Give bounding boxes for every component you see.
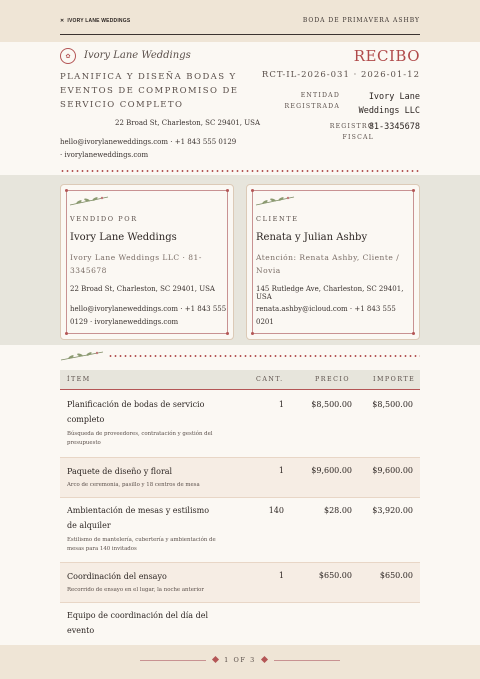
- corner-ornament: [226, 189, 229, 192]
- col-header-price: PRECIO: [315, 376, 351, 383]
- client-name: Renata y Julian Ashby: [256, 232, 368, 243]
- company-logo-name: Ivory Lane Weddings: [84, 50, 191, 61]
- corner-ornament: [412, 332, 415, 335]
- company-tagline: PLANIFICA Y DISEÑA BODAS Y EVENTOS DE COMPROMISO DE SERVICIO COMPLETO: [60, 72, 239, 110]
- company-contact: hello@ivorylaneweddings.com · +1 843 555 0129 · ivorylaneweddings.com: [60, 138, 237, 159]
- corner-ornament: [65, 332, 68, 335]
- page-footer: [0, 645, 480, 679]
- client-address: 145 Rutledge Ave, Charleston, SC 29401, USA: [256, 285, 404, 301]
- document-context: BODA DE PRIMAVERA ASHBY: [302, 17, 420, 24]
- entity-value: Ivory Lane Weddings LLC: [358, 92, 420, 116]
- col-header-item: ÍTEM: [67, 376, 91, 383]
- client-card: [246, 184, 420, 340]
- tax-value: 81-3345678: [368, 122, 420, 132]
- close-icon: ✕: [60, 18, 65, 24]
- page-indicator: 1 OF 3: [224, 656, 256, 664]
- footer-rule-right: [274, 660, 340, 661]
- table-row: [60, 603, 420, 645]
- items-divider: [108, 355, 420, 357]
- seller-contact: hello@ivorylaneweddings.com · +1 843 555 0129 · ivorylaneweddings.com: [70, 305, 227, 326]
- item-amount: $8,500.00: [372, 400, 413, 409]
- table-row: [60, 391, 420, 458]
- col-header-amount: IMPORTE: [373, 376, 416, 383]
- brand-name: IVORY LANE WEDDINGS: [67, 18, 131, 24]
- entity-label: ENTIDAD REGISTRADA: [284, 92, 340, 110]
- document-title: RECIBO: [353, 47, 420, 65]
- table-header: [60, 370, 420, 390]
- corner-ornament: [251, 189, 254, 192]
- seller-card: [60, 184, 234, 340]
- top-bar: [0, 0, 480, 42]
- corner-ornament: [251, 332, 254, 335]
- corner-ornament: [65, 189, 68, 192]
- item-name: Coordinación del ensayo: [67, 572, 167, 581]
- company-address: 22 Broad St, Charleston, SC 29401, USA: [115, 119, 260, 127]
- item-amount: $9,600.00: [372, 466, 413, 475]
- item-price: $650.00: [318, 571, 352, 580]
- tax-label: REGISTRO FISCAL: [329, 123, 374, 141]
- col-header-qty: CANT.: [256, 376, 284, 383]
- item-description: Arco de ceremonia, pasillo y 18 centros de mesa: [67, 482, 200, 488]
- item-qty: 140: [268, 506, 284, 515]
- document-number-date: RCT-IL-2026-031 · 2026-01-12: [261, 70, 420, 80]
- item-price: $9,600.00: [311, 466, 352, 475]
- leaf-sprig-icon: [60, 350, 104, 362]
- seller-entity: Ivory Lane Weddings LLC · 81-3345678: [70, 253, 202, 275]
- top-rule: [60, 34, 420, 35]
- seller-label: VENDIDO POR: [70, 215, 138, 223]
- brand-mark: [60, 18, 130, 24]
- table-row: [60, 458, 420, 498]
- corner-ornament: [226, 332, 229, 335]
- item-qty: 1: [278, 466, 284, 475]
- item-qty: 1: [278, 571, 284, 580]
- item-description: Estilismo de mantelería, cubertería y ambientación de mesas para 140 invitados: [67, 537, 216, 552]
- leaf-sprig-icon: [69, 195, 109, 207]
- item-description: Recorrido de ensayo en el lugar, la noche anterior: [67, 587, 205, 593]
- item-amount: $3,920.00: [372, 506, 413, 515]
- item-name: Paquete de diseño y floral: [67, 467, 173, 476]
- item-name: Ambientación de mesas y estilismo de alquiler: [67, 506, 210, 530]
- seller-address: 22 Broad St, Charleston, SC 29401, USA: [70, 285, 215, 293]
- client-attention: Atención: Renata Ashby, Cliente / Novia: [256, 253, 400, 275]
- table-row: [60, 498, 420, 563]
- item-price: $8,500.00: [311, 400, 352, 409]
- diamond-icon: [212, 656, 219, 663]
- item-price: $28.00: [324, 506, 352, 515]
- diamond-icon: [261, 656, 268, 663]
- client-label: CLIENTE: [256, 215, 299, 223]
- header-divider: [60, 170, 420, 172]
- item-qty: 1: [278, 400, 284, 409]
- item-description: Búsqueda de proveedores, contratación y gestión del presupuesto: [67, 431, 213, 446]
- logo-icon: ✿: [60, 48, 76, 64]
- item-amount: $650.00: [379, 571, 413, 580]
- footer-rule-left: [140, 660, 206, 661]
- item-name: Planificación de bodas de servicio completo: [67, 400, 205, 424]
- client-contact: renata.ashby@icloud.com · +1 843 555 0201: [256, 305, 396, 326]
- leaf-sprig-icon: [255, 195, 295, 207]
- table-row: [60, 563, 420, 603]
- corner-ornament: [412, 189, 415, 192]
- item-name: Equipo de coordinación del día del evento: [67, 611, 209, 635]
- seller-name: Ivory Lane Weddings: [70, 232, 177, 243]
